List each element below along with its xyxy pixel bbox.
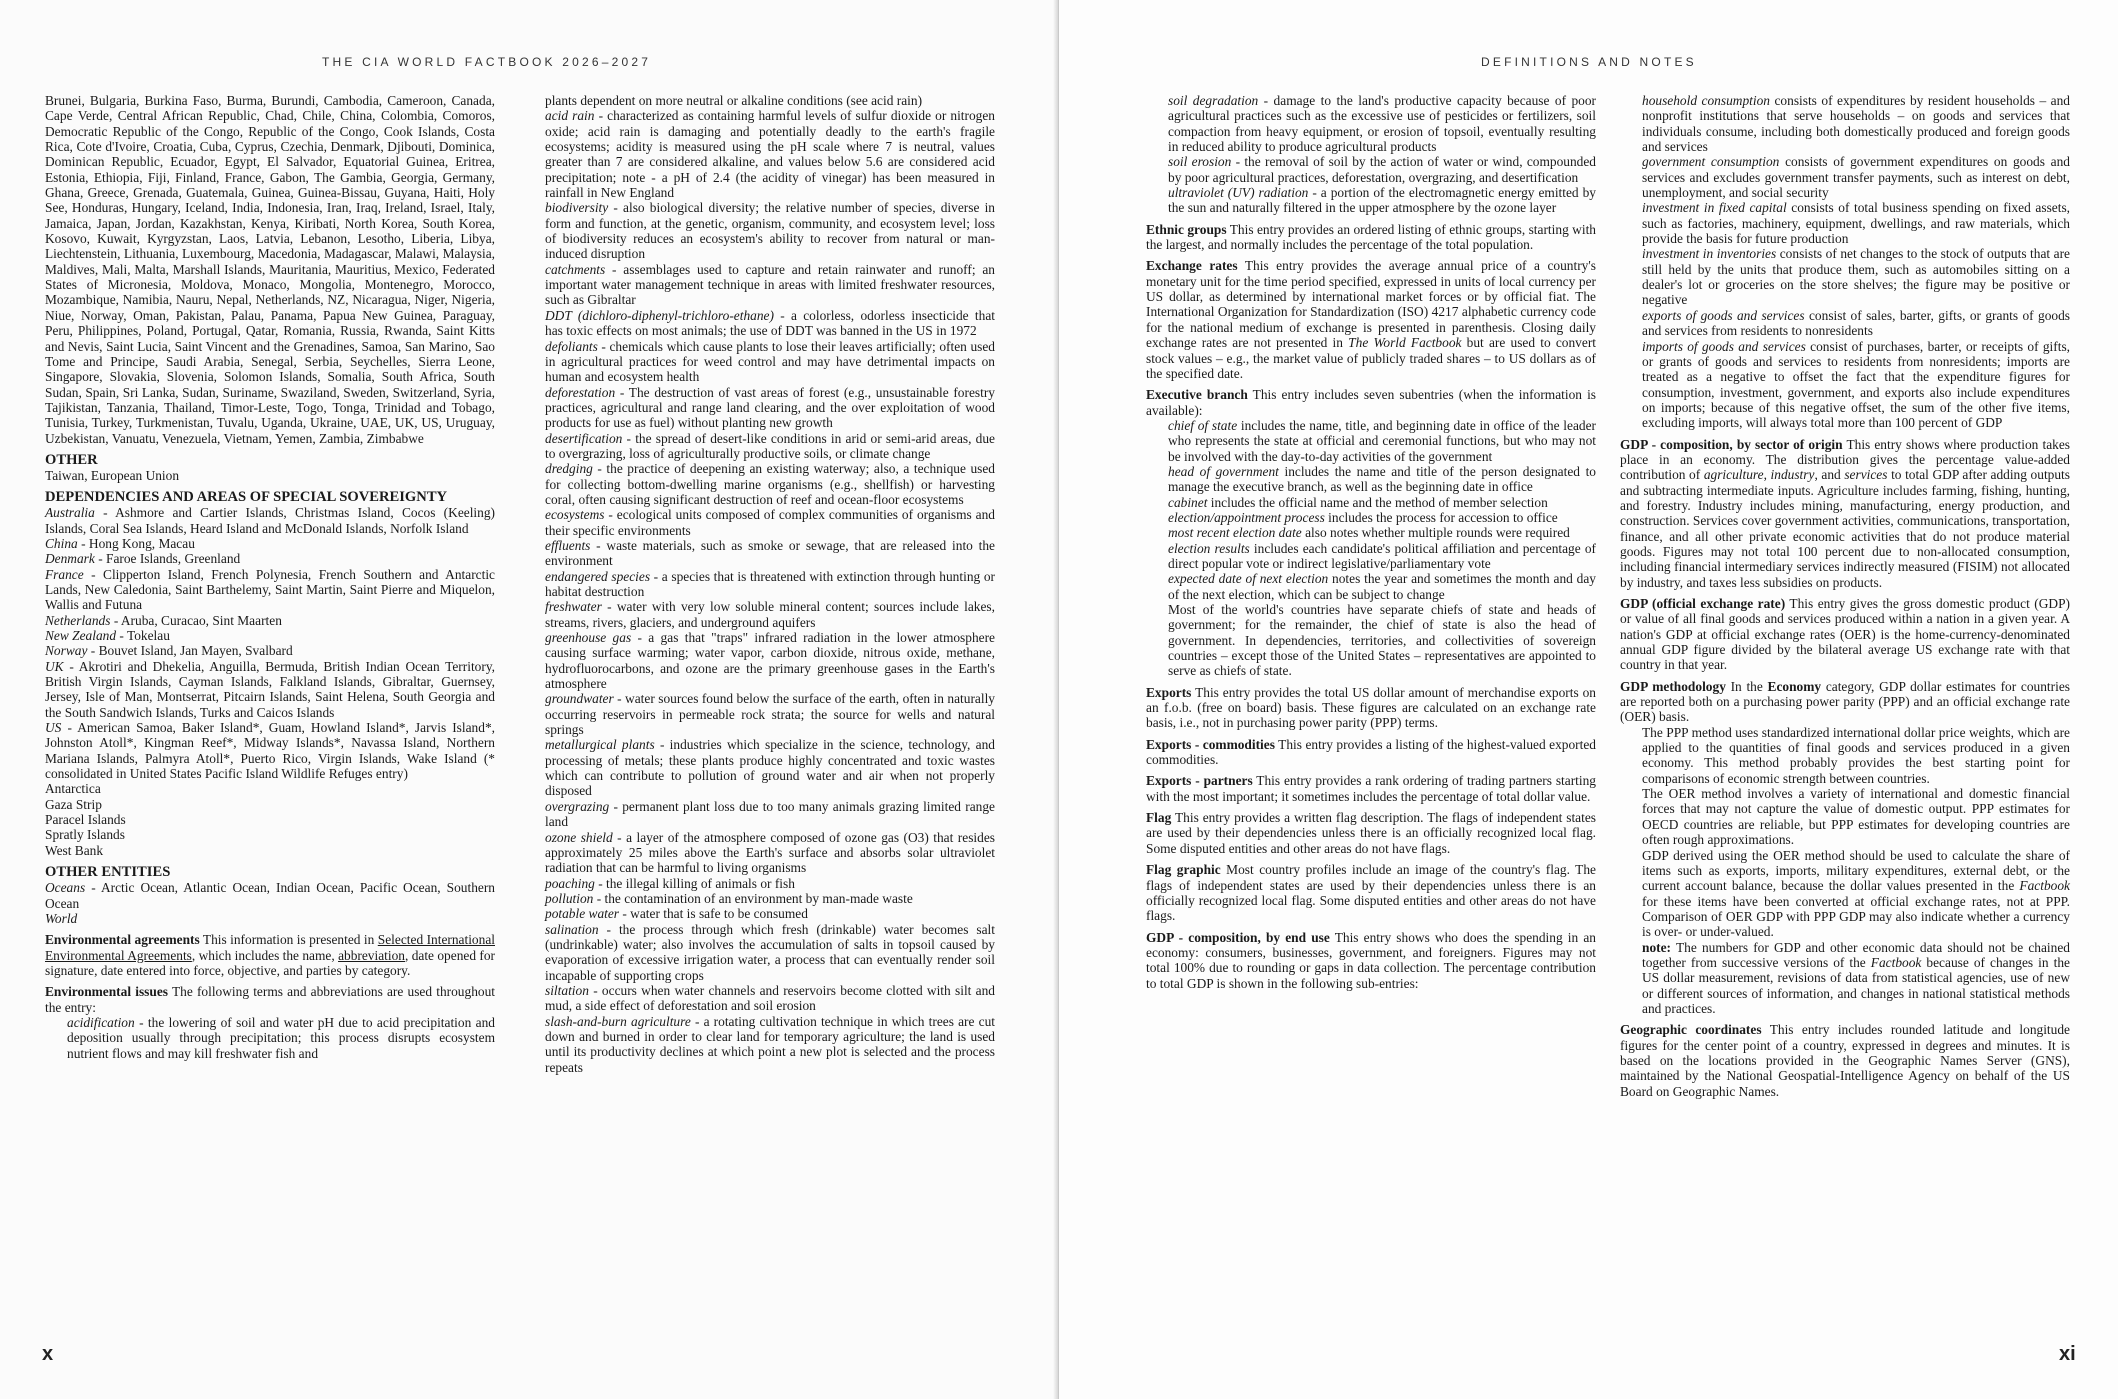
term-item: ultraviolet (UV) radiation - a portion of the electromagnetic energy emitted by the sun and naturally filtered in the upper atmosphere by the ozone layer: [1168, 185, 1596, 216]
term-item: potable water - water that is safe to be consumed: [545, 906, 808, 922]
term-item: slash-and-burn agriculture - a rotating cultivation technique in which trees are cut down and burned in order to clear land for temporary agriculture; the land is used until its productivity declines at which point a new plot is selected and the process repeats: [545, 1013, 995, 1075]
entry-exchange-rates: Exchange rates This entry provides the average annual price of a country's monetary unit for the time period specified, expressed in units of local currency per US dollar, as determined by international market forces or by official fiat. The International Organization for Standardization (ISO) 4217 alphabetic currency code for the national medium of exchange is presented in parenthesis. Closing daily exchange rates are not presented in The World Factbook but are used to convert stock values – e.g., the market value of publicly traded shares – to US dollars as of the specified date.: [1146, 258, 1597, 381]
term-continued: plants dependent on more neutral or alkaline conditions (see acid rain): [545, 93, 923, 108]
subentry-item: exports of goods and services consist of sales, barter, gifts, or grants of goods and services from residents to nonresidents: [1642, 307, 2070, 339]
page-number-right: xi: [2059, 1343, 2076, 1365]
misc-area: Gaza Strip: [45, 796, 102, 812]
dependency-item: UK - Akrotiri and Dhekelia, Anguilla, Bermuda, British Indian Ocean Territory, British Virgin Islands, Cayman Islands, Falkland Islands, Gibraltar, Guernsey, Jersey, Isle of Man, Montserrat, Pitcairn Islands, Saint Helena, South Georgia and the South Sandwich Islands, Turks and Caicos Islands: [45, 658, 495, 720]
world-item: World: [45, 910, 78, 926]
entry-gdp-sector-origin: GDP - composition, by sector of origin This entry shows where production takes place in an economy. The distribution gives the percentage value-added contribution of agriculture, industry, and services to total GDP after adding outputs and subtracting intermediate inputs. Agriculture includes farming, fishing, hunting, and forestry. Industry includes mining, manufacturing, energy production, and construction. Services cover government activities, communications, transportation, finance, and all other private economic activities that do not produce material goods. Figures may not total 100 percent due to non-allocated consumption, including financial intermediary services indirectly measured (FISIM) not allocated by industry, and taxes less subsidies on products.: [1620, 436, 2070, 590]
subentry-item: expected date of next election notes the year and sometimes the month and day of the next election, which can be subject to change Most of the world's countries have separate chiefs of state and heads of government; for the remainder, the chief of state is also the head of government. In dependencies, territories, and collectivities of sovereign countries – except those of the United States – representatives are appointed to serve as chiefs of state.: [1168, 571, 1597, 679]
entry-ethnic-groups: Ethnic groups This entry provides an ordered listing of ethnic groups, starting with the largest, and normally includes the percentage of the total population.: [1146, 221, 1596, 253]
abbreviation-link[interactable]: abbreviation: [338, 947, 405, 963]
term-item: effluents - waste materials, such as smoke or sewage, that are released into the environment: [545, 537, 995, 569]
term-item: freshwater - water with very low soluble mineral content; sources include lakes, streams, rivers, glaciers, and underground aquifers: [545, 599, 995, 630]
entry-gdp-methodology: GDP methodology In the Economy category, GDP dollar estimates for countries are reported both on a purchasing power parity (PPP) and an official exchange rate (OER) basis.: [1620, 678, 2070, 725]
term-item: endangered species - a species that is threatened with extinction through hunting or habitat destruction: [545, 568, 996, 599]
dependency-item: US - American Samoa, Baker Island*, Guam, Howland Island*, Jarvis Island*, Johnston Atoll*, Kingman Reef*, Midway Islands*, Navassa Island, Northern Mariana Islands, Palmyra Atoll*, Puerto Rico, Virgin Islands, Wake Island (* consolidated in United States Pacific Island Wildlife Refuges entry): [45, 720, 495, 782]
subentry-item: investment in inventories consists of net changes to the stock of outputs that are still held by the units that produce them, such as automobiles sitting on a dealer's lot or groceries on the store shelves; the figure may be positive or negative: [1642, 246, 2070, 308]
column-4: [1620, 93, 2070, 1099]
term-item: greenhouse gas - a gas that "traps" infrared radiation in the lower atmosphere causing surface warming; water vapor, carbon dioxide, nitrous oxide, methane, hydrofluorocarbons, and ozone are the primary greenhouse gases in the Earth's atmosphere: [545, 630, 996, 692]
term-item: overgrazing - permanent plant loss due to too many animals grazing limited range land: [545, 798, 995, 830]
dependency-item: Denmark - Faroe Islands, Greenland: [45, 551, 241, 567]
term-item: acid rain - characterized as containing harmful levels of sulfur dioxide or nitrogen oxide; acid rain is damaging and potentially deadly to the earth's fragile ecosystems; acidity is measured using the pH scale where 7 is neutral, values greater than 7 are considered alkaline, and values below 5.6 are considered acid precipitation; note - a pH of 2.4 (the acidity of vinegar) has been measured in rainfall in New England: [545, 108, 995, 201]
dependencies-list: [45, 505, 495, 781]
entry-term: Environmental agreements: [45, 932, 200, 948]
other-list: Taiwan, European Union: [45, 467, 180, 483]
subentry-item: household consumption consists of expenditures by resident households – and nonprofit institutions that serve households – on goods and services that individuals consume, including both domestically produced and foreign goods and services: [1642, 93, 2070, 155]
misc-area: Spratly Islands: [45, 827, 125, 843]
term-item: metallurgical plants - industries which specialize in the science, technology, and processing of metals; these plants produce highly concentrated and toxic wastes which can contribute to pollution of ground water and air when not properly disposed: [545, 737, 995, 799]
term-item: defoliants - chemicals which cause plants to lose their leaves artificially; often used in agricultural practices for weed control and may have detrimental impacts on human and ecosystem health: [545, 338, 995, 385]
agreements-link[interactable]: Selected International Environmental Agreements: [45, 932, 495, 963]
entry-gdp-official: GDP (official exchange rate) This entry gives the gross domestic product (GDP) or value of all final goods and services produced within a nation in a given year. A nation's GDP at official exchange rates (OER) is the home-currency-denominated annual GDP figure divided by the bilateral average US exchange rate with that country in that year.: [1620, 596, 2070, 673]
oceans-item: Oceans - Arctic Ocean, Atlantic Ocean, Indian Ocean, Pacific Ocean, Southern Ocean: [45, 880, 495, 911]
subentry-item: chief of state includes the name, title, and beginning date in office of the leader who represents the state at official and ceremonial functions, but who may not be involved with the day-to-day activities of the government: [1168, 417, 1596, 464]
entry-exports-commodities: Exports - commodities This entry provides a listing of the highest-valued exported commodities.: [1146, 736, 1596, 768]
term-item: biodiversity - also biological diversity; the relative number of species, diverse in form and function, at the genetic, organism, community, and ecosystem level; loss of biodiversity reduces an ecosystem's ability to recover from natural or man-induced disruption: [545, 200, 995, 262]
subentry-item: election results includes each candidate's political affiliation and percentage of direct popular vote or indirect legislative/parliamentary vote: [1168, 540, 1596, 571]
misc-area: Antarctica: [45, 781, 101, 797]
term-item: poaching - the illegal killing of animals or fish: [545, 875, 795, 891]
misc-area: Paracel Islands: [45, 812, 126, 828]
column-2: [545, 93, 995, 1075]
term-item: salination - the process through which fresh (drinkable) water becomes salt (undrinkable) water; also involves the accumulation of salts in topsoil caused by evaporation of excessive irrigation water, a process that can eventually render soil incapable of supporting crops: [545, 921, 995, 983]
methodology-paragraph: GDP derived using the OER method should be used to calculate the share of items such as exports, imports, military expenditures, external debt, or the current account balance, because the dollar values presented in the Factbook for these items have been converted at official exchange rates, not at PPP. Comparison of OER GDP with PPP GDP may also indicate whether a currency is over- or under-valued.: [1642, 847, 2070, 940]
dependency-item: Australia - Ashmore and Cartier Islands, Christmas Island, Cocos (Keeling) Islands, Coral Sea Islands, Heard Island and McDonald Islands, Norfolk Island: [45, 505, 495, 536]
entry-environmental-agreements: Environmental agreements This information is presented in Selected International Environmental Agreements, which includes the name, abbreviation, date opened for signature, date entered into force, objective, and parties by category.: [45, 932, 495, 978]
term-item: ozone shield - a layer of the atmosphere composed of ozone gas (O3) that resides approximately 25 miles above the Earth's surface and absorbs solar ultraviolet radiation that can be harmful to living organisms: [545, 829, 995, 876]
page-number-left: x: [42, 1343, 54, 1365]
dependency-item: China - Hong Kong, Macau: [45, 535, 195, 551]
term-item: dredging - the practice of deepening an existing waterway; also, a technique used for collecting bottom-dwelling marine organisms (e.g., shellfish) or harvesting coral, often causing significant destruction of reef and ocean-floor ecosystems: [545, 461, 995, 507]
entry-flag-graphic: Flag graphic Most country profiles include an image of the country's flag. The flags of independent states are used by their dependencies unless there is an officially recognized local flag. Some disputed entities and other areas do not have flags.: [1146, 862, 1596, 924]
dependency-item: France - Clipperton Island, French Polynesia, French Southern and Antarctic Lands, New Caledonia, Saint Barthelemy, Saint Martin, Saint Pierre and Miquelon, Wallis and Futuna: [45, 566, 495, 613]
subentry-item: imports of goods and services consist of purchases, barter, or receipts of gifts, or grants of goods and services to residents from nonresidents; imports are treated as a negative to offset the fact that the expenditure figures for consumption, investment, government, and exports also include expenditures on imports; because of this negative offset, the sum of the other five items, excluding imports, will always total more than 100 percent of GDP: [1642, 338, 2070, 431]
term-acidification: acidification - the lowering of soil and water pH due to acid precipitation and deposition usually through precipitation; this process disrupts ecosystem nutrient flows and may kill freshwater fish and: [67, 1014, 495, 1061]
heading-other-entities: OTHER ENTITIES: [45, 864, 171, 881]
term-item: soil erosion - the removal of soil by the action of water or wind, compounded by poor agricultural practices, deforestation, overgrazing, and desertification: [1168, 154, 1596, 185]
subentry-item: election/appointment process includes the process for accession to office: [1168, 509, 1558, 525]
term-item: siltation - occurs when water channels and reservoirs become clotted with silt and mud, a side effect of deforestation and soil erosion: [545, 982, 995, 1014]
running-head-left: THE CIA WORLD FACTBOOK 2026–2027: [322, 55, 652, 69]
term-item: ecosystems - ecological units composed of complex communities of organisms and their specific environments: [545, 507, 995, 538]
methodology-note: note: The numbers for GDP and other economic data should not be chained together from successive versions of the Factbook because of changes in the US dollar measurement, revisions of data from statistical agencies, use of new or different sources of information, and changes in national statistical methods and practices.: [1642, 939, 2070, 1016]
entry-flag: Flag This entry provides a written flag description. The flags of independent states are used by their dependencies unless there is an officially recognized local flag. Some disputed entities and other areas do not have flags.: [1146, 810, 1596, 856]
term-item: desertification - the spread of desert-like conditions in arid or semi-arid areas, due to overgrazing, loss of agriculturally productive soils, or climate change: [545, 430, 995, 461]
subentry-item: government consumption consists of government expenditures on goods and services and excludes government transfer payments, such as interest on debt, unemployment, and social security: [1642, 154, 2071, 201]
term-item: catchments - assemblages used to capture and retain rainwater and runoff; an important water management technique in areas with limited freshwater resources, such as Gibraltar: [545, 261, 995, 308]
methodology-paragraph: The OER method involves a variety of international and domestic financial forces that may not capture the value of domestic output. PPP estimates for OECD countries are reliable, but PPP estimates for developing countries are often rough approximations.: [1642, 786, 2070, 848]
dependency-item: New Zealand - Tokelau: [45, 628, 170, 643]
term-item: DDT (dichloro-diphenyl-trichloro-ethane) - a colorless, odorless insecticide that has toxic effects on most animals; the use of DDT was banned in the US in 1972: [545, 307, 995, 339]
dependency-item: Netherlands - Aruba, Curacao, Sint Maarten: [45, 612, 282, 628]
heading-dependencies: DEPENDENCIES AND AREAS OF SPECIAL SOVEREIGNTY: [45, 489, 448, 506]
entry-gdp-end-use: GDP - composition, by end use This entry shows who does the spending in an economy: consumers, businesses, government, and foreigners. Figures may not total 100% due to rounding or gaps in data collection. The percentage contribution to total GDP is shown in the following sub-entries:: [1146, 929, 1597, 991]
term-item: groundwater - water sources found below the surface of the earth, often in naturally occurring reservoirs in permeable rock strata; the source for wells and natural springs: [545, 691, 995, 738]
term-item: deforestation - The destruction of vast areas of forest (e.g., unsustainable forestry practices, agricultural and range land clearing, and the over exploitation of wood products for use as fuel) without planting new growth: [545, 384, 995, 431]
column-1: [45, 93, 495, 1061]
subentry-item: head of government includes the name and title of the person designated to manage the executive branch, as well as the beginning date in office: [1168, 463, 1596, 495]
subentry-item: investment in fixed capital consists of total business spending on fixed assets, such as factories, machinery, equipment, dwellings, and raw materials, which provide the basis for future production: [1642, 200, 2070, 247]
entry-environmental-issues: Environmental issues The following terms and abbreviations are used throughout the entry:: [45, 984, 496, 1015]
entry-term: Environmental issues: [45, 984, 168, 1000]
term-item: soil degradation - damage to the land's productive capacity because of poor agricultural practices such as the excessive use of pesticides or fertilizers, soil compaction from heavy equipment, or erosion of topsoil, eventually resulting in reduced ability to produce agricultural products: [1168, 93, 1596, 155]
entry-exports: Exports This entry provides the total US dollar amount of merchandise exports on an f.o.b. (free on board) basis. These figures are calculated on an exchange rate basis, i.e., not in purchasing power parity (PPP) terms.: [1146, 684, 1596, 731]
subentry-item: cabinet includes the official name and the method of member selection: [1168, 494, 1548, 510]
running-head-right: DEFINITIONS AND NOTES: [1481, 55, 1697, 69]
column-3: [1146, 93, 1596, 991]
heading-other: OTHER: [45, 451, 98, 468]
dependency-item: Norway - Bouvet Island, Jan Mayen, Svalbard: [45, 643, 293, 659]
country-list: Brunei, Bulgaria, Burkina Faso, Burma, Burundi, Cambodia, Cameroon, Canada, Cape Verde, Central African Republic, Chad, Chile, China, Colombia, Comoros, Democratic Republic of the Congo, Republic of the Congo, Cook Islands, Costa Rica, Cote d'Ivoire, Croatia, Cuba, Cyprus, Czechia, Denmark, Djibouti, Dominica, Dominican Republic, Ecuador, Egypt, El Salvador, Equatorial Guinea, Eritrea, Estonia, Ethiopia, Fiji, Finland, France, Gabon, The Gambia, Georgia, Germany, Ghana, Greece, Grenada, Guatemala, Guinea, Guinea-Bissau, Guyana, Haiti, Holy See, Honduras, Hungary, Iceland, India, Indonesia, Iran, Iraq, Ireland, Israel, Italy, Jamaica, Japan, Jordan, Kazakhstan, Kenya, Kiribati, North Korea, South Korea, Kosovo, Kuwait, Kyrgyzstan, Laos, Latvia, Lebanon, Lesotho, Liberia, Libya, Liechtenstein, Lithuania, Luxembourg, Macedonia, Madagascar, Malawi, Malaysia, Maldives, Mali, Malta, Marshall Islands, Mauritania, Mauritius, Mexico, Federated States of Micronesia, Moldova, Monaco, Mongolia, Montenegro, Morocco, Mozambique, Namibia, Nauru, Nepal, Netherlands, NZ, Nicaragua, Niger, Nigeria, Niue, Norway, Oman, Pakistan, Palau, Panama, Papua New Guinea, Paraguay, Peru, Philippines, Poland, Portugal, Qatar, Romania, Russia, Rwanda, Saint Kitts and Nevis, Saint Lucia, Saint Vincent and the Grenadines, Samoa, San Marino, Sao Tome and Principe, Saudi Arabia, Senegal, Serbia, Seychelles, Sierra Leone, Singapore, Slovakia, Slovenia, Solomon Islands, Somalia, South Africa, South Sudan, Spain, Sri Lanka, Sudan, Suriname, Swaziland, Sweden, Switzerland, Syria, Tajikistan, Tanzania, Thailand, Timor-Leste, Togo, Tonga, Trinidad and Tobago, Tunisia, Turkey, Turkmenistan, Tuvalu, Uganda, Ukraine, UAE, UK, US, Uruguay, Uzbekistan, Vanuatu, Venezuela, Vietnam, Yemen, Zambia, Zimbabwe: [45, 93, 495, 446]
term-item: pollution - the contamination of an environment by man-made waste: [545, 890, 913, 906]
subentry-item: most recent election date also notes whether multiple rounds were required: [1168, 525, 1570, 541]
entry-executive-branch: Executive branch This entry includes seven subentries (when the information is available):: [1146, 387, 1596, 418]
methodology-paragraph: The PPP method uses standardized international dollar price weights, which are applied to the quantities of final goods and services produced in a given economy. This method probably provides the best starting point for comparisons of economic strength between countries.: [1642, 724, 2070, 786]
entry-geographic-coordinates: Geographic coordinates This entry includes rounded latitude and longitude figures for the center point of a country, expressed in degrees and minutes. It is based on the locations provided in the Geographic Names Server (GNS), maintained by the National Geospatial-Intelligence Agency on behalf of the US Board on Geographic Names.: [1620, 1022, 2070, 1099]
entry-exports-partners: Exports - partners This entry provides a rank ordering of trading partners starting with the most important; it sometimes includes the percentage of total dollar value.: [1146, 773, 1596, 804]
misc-area: West Bank: [45, 842, 104, 858]
